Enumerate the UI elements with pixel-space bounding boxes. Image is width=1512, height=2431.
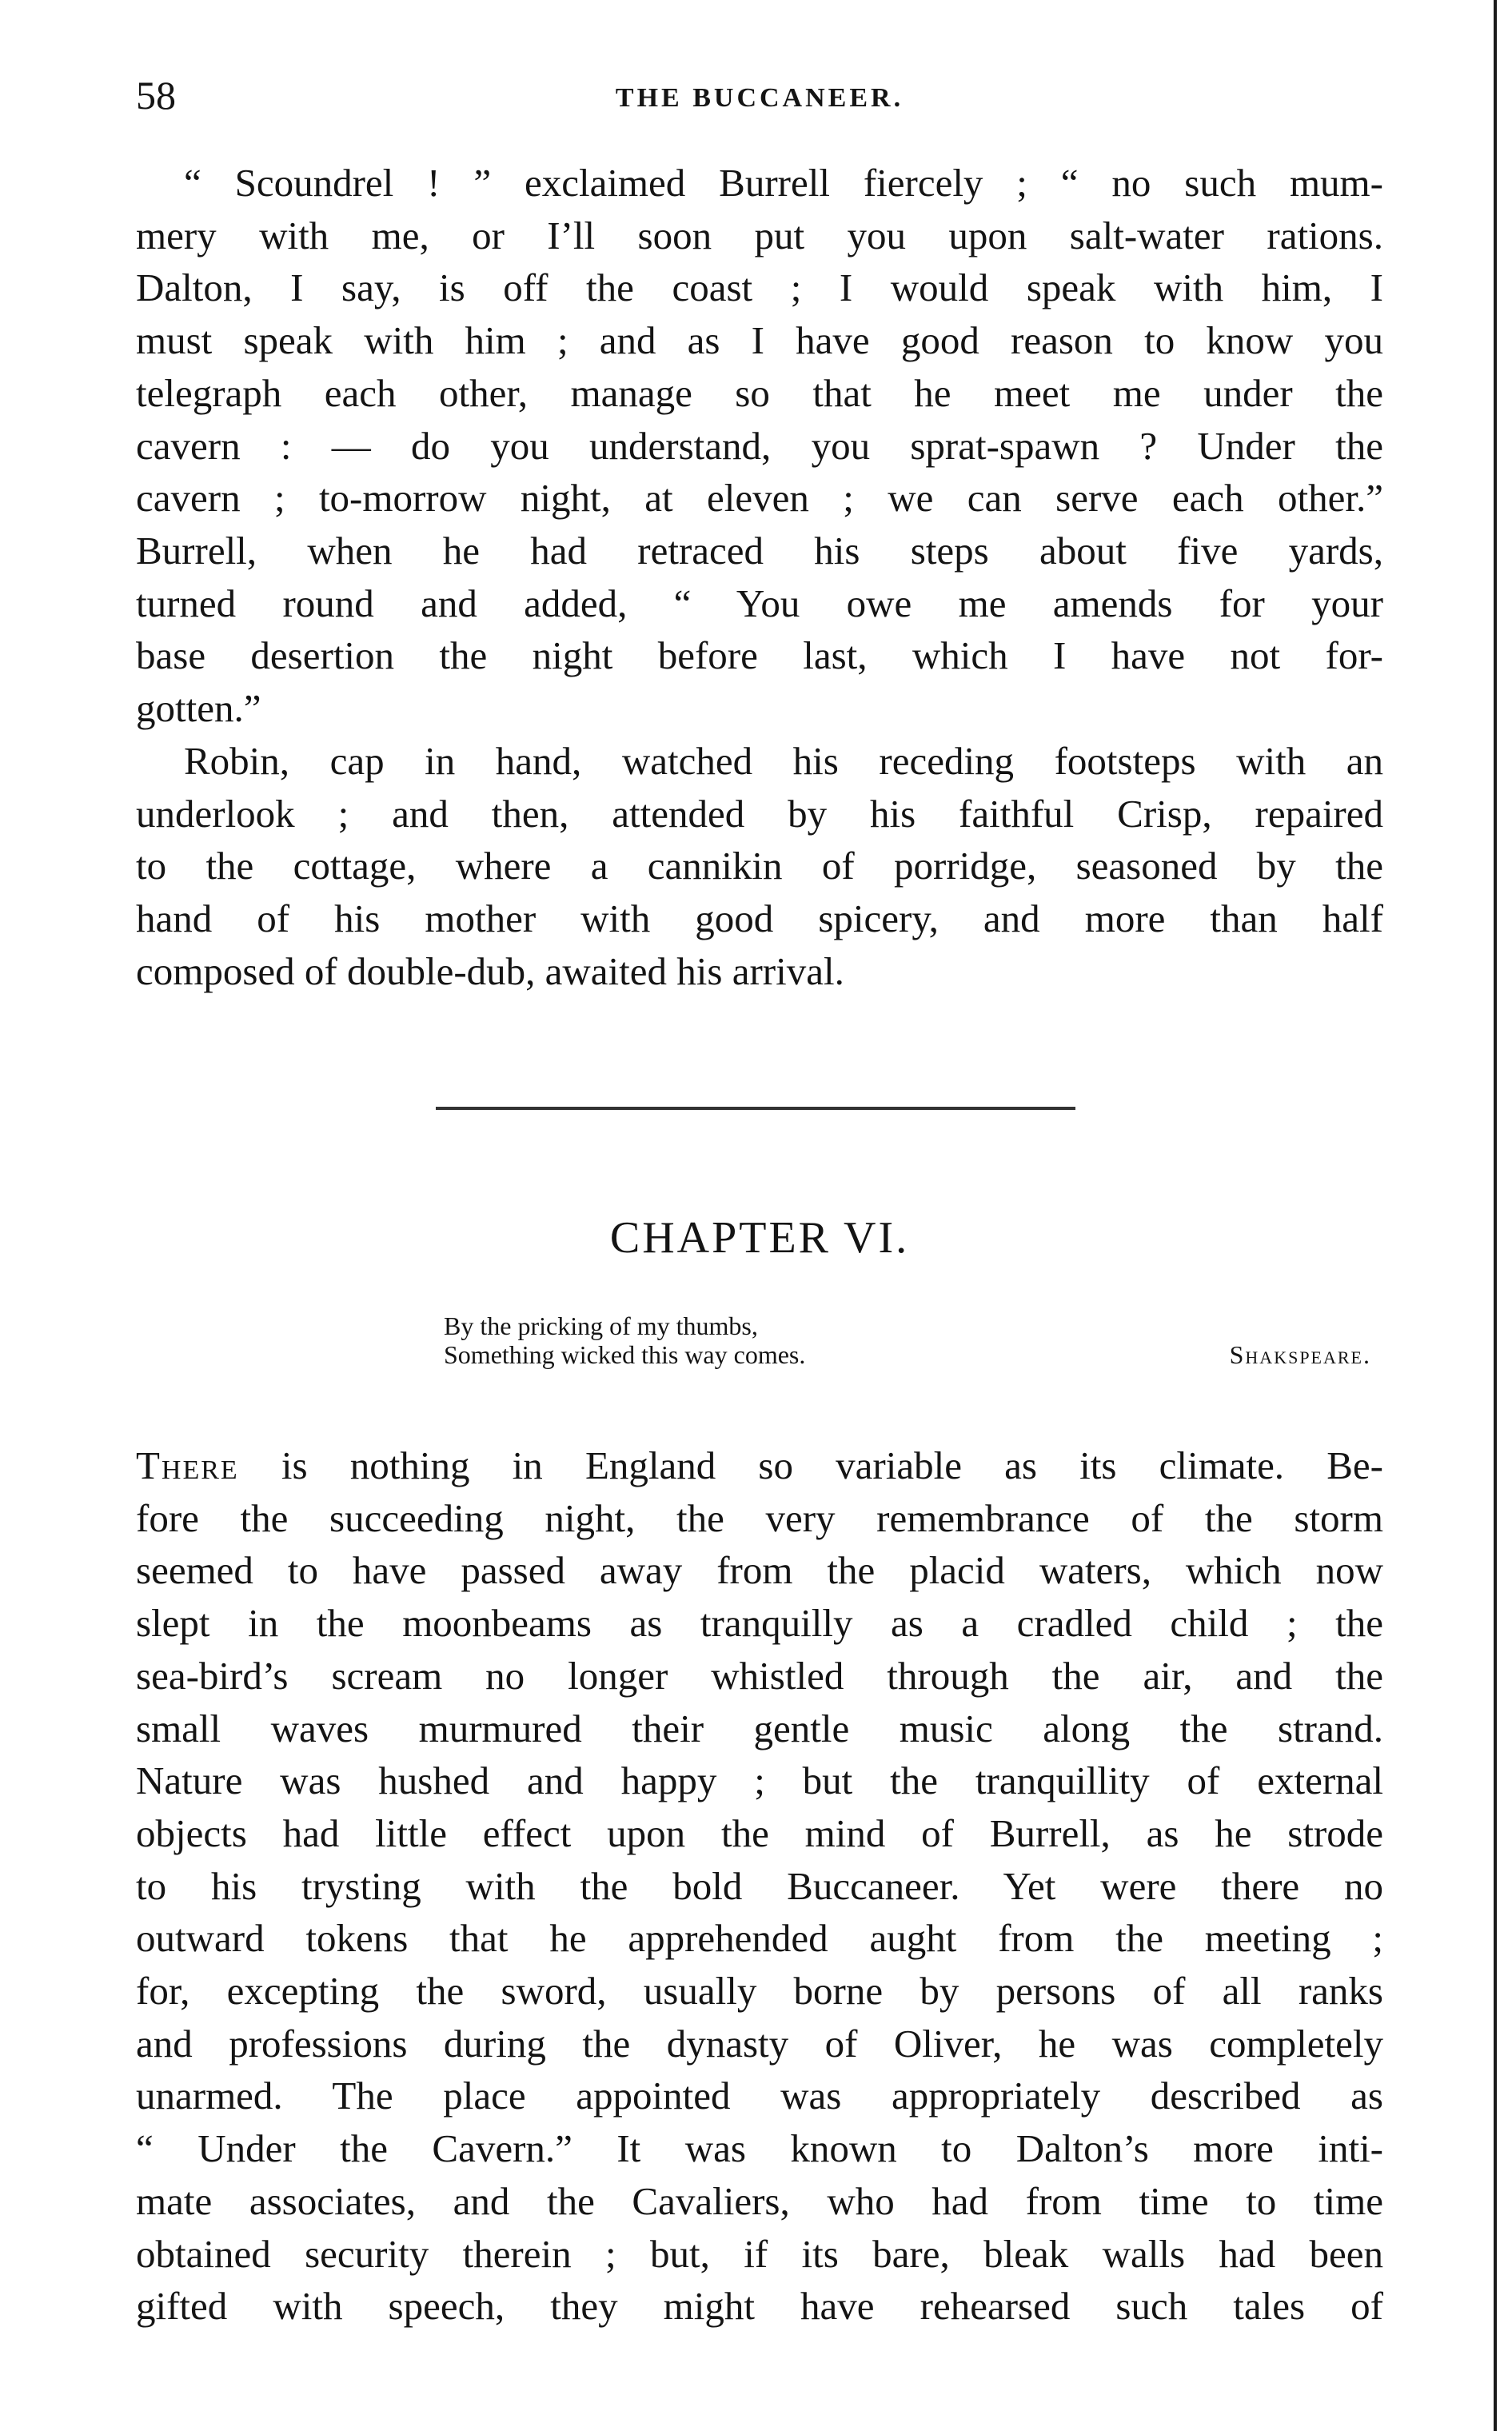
text-line: fore the succeeding night, the very remembrance of the storm	[136, 1495, 1383, 1540]
text-line: hand of his mother with good spicery, and more than half	[136, 896, 1383, 941]
text-line: small waves murmured their gentle music along the strand.	[136, 1706, 1383, 1750]
text-line: for, excepting the sword, usually borne by persons of all ranks	[136, 1969, 1383, 2014]
text-line: cavern ; to-morrow night, at eleven ; we can serve each other.”	[136, 476, 1383, 521]
text-line: mate associates, and the Cavaliers, who had from time to time	[136, 2178, 1383, 2223]
text-line: to his trysting with the bold Buccaneer. Yet were there no	[136, 1863, 1383, 1908]
text-line: objects had little effect upon the mind of Burrell, as he strode	[136, 1810, 1383, 1855]
first-line-text: is nothing in England so variable as its climate. Be-	[238, 1443, 1383, 1487]
paragraph-2	[136, 735, 1383, 998]
running-title: THE BUCCANEER.	[615, 83, 904, 113]
text-line: telegraph each other, manage so that he meet me under the	[136, 370, 1383, 415]
text-line: gotten.”	[136, 686, 261, 731]
text-line: cavern : — do you understand, you sprat-spawn ? Under the	[136, 423, 1383, 468]
epigraph	[444, 1311, 1371, 1369]
page-number: 58	[136, 73, 176, 118]
paragraph-robin	[136, 735, 1383, 998]
opening-word: There	[136, 1443, 239, 1487]
epigraph-attribution: Shakspeare.	[1229, 1340, 1371, 1369]
paragraph-3	[136, 1439, 1383, 2333]
text-line: mery with me, or I’ll soon put you upon salt-water rations.	[136, 213, 1383, 257]
page-edge-rule	[1494, 0, 1497, 2431]
text-line: unarmed. The place appointed was appropriately described as	[136, 2074, 1383, 2118]
text-line: must speak with him ; and as I have good reason to know you	[136, 318, 1383, 363]
text-line: sea-bird’s scream no longer whistled through the air, and the	[136, 1653, 1383, 1698]
text-line: and professions during the dynasty of Oliver, he was completely	[136, 2021, 1383, 2066]
text-line	[136, 1439, 1383, 1492]
text-line: turned round and added, “ You owe me amends for your	[136, 581, 1383, 625]
running-head	[136, 67, 1383, 123]
text-line: to the cottage, where a cannikin of porridge, seasoned by the	[136, 844, 1383, 888]
chapter-heading: CHAPTER VI.	[609, 1213, 910, 1263]
section-divider	[436, 1107, 1075, 1110]
text-line: Dalton, I say, is off the coast ; I would speak with him, I	[136, 265, 1383, 310]
text-line: obtained security therein ; but, if its bare, bleak walls had been	[136, 2231, 1383, 2276]
paragraph-chapter-opening	[136, 1439, 1383, 2333]
text-line: “ Scoundrel ! ” exclaimed Burrell fiercely ; “ no such mum-	[184, 161, 1383, 205]
text-line: outward tokens that he apprehended aught from the meeting ;	[136, 1916, 1383, 1961]
paragraph-dialogue	[136, 157, 1383, 735]
paragraph-1	[136, 157, 1383, 735]
epigraph-line: By the pricking of my thumbs,	[444, 1311, 758, 1340]
text-line: Robin, cap in hand, watched his receding footsteps with an	[184, 739, 1383, 783]
text-line: Burrell, when he had retraced his steps about five yards,	[136, 528, 1383, 573]
text-line: gifted with speech, they might have rehearsed such tales of	[136, 2284, 1383, 2329]
text-line: Nature was hushed and happy ; but the tranquillity of external	[136, 1758, 1383, 1803]
text-line: “ Under the Cavern.” It was known to Dalton’s more inti-	[136, 2126, 1383, 2171]
text-line: seemed to have passed away from the placid waters, which now	[136, 1548, 1383, 1593]
epigraph-line: Something wicked this way comes.	[444, 1340, 806, 1369]
text-line: composed of double-dub, awaited his arrival.	[136, 948, 844, 993]
text-line: slept in the moonbeams as tranquilly as a cradled child ; the	[136, 1601, 1383, 1646]
text-line: base desertion the night before last, which I have not for-	[136, 633, 1383, 678]
text-line: underlook ; and then, attended by his faithful Crisp, repaired	[136, 791, 1383, 836]
